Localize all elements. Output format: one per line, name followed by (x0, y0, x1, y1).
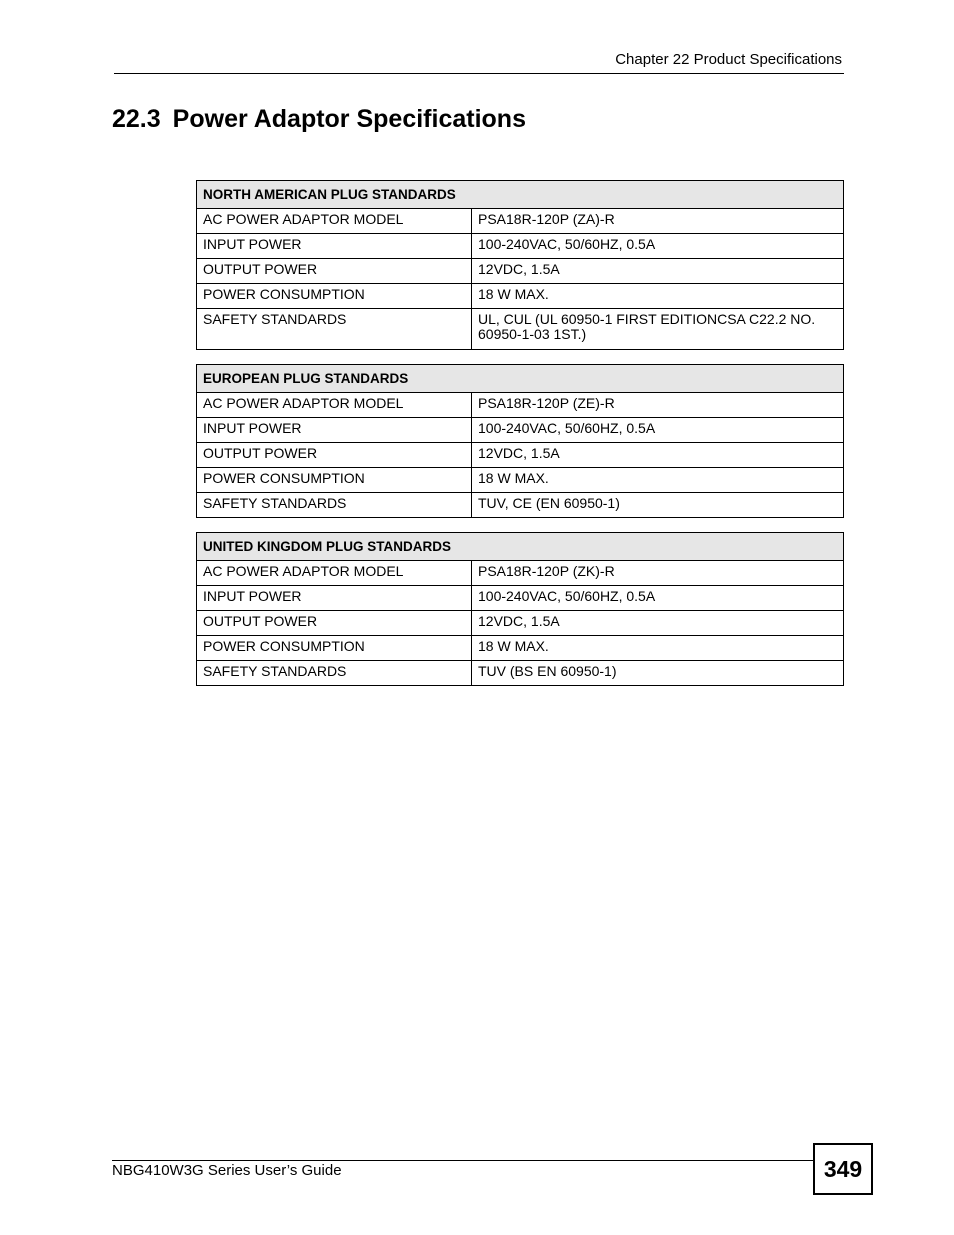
spec-value: PSA18R-120P (ZE)-R (472, 393, 844, 418)
spec-label: AC POWER ADAPTOR MODEL (197, 393, 472, 418)
table-row (197, 393, 844, 418)
spec-value: UL, CUL (UL 60950-1 FIRST EDITIONCSA C22.2 NO. 60950-1-03 1ST.) (472, 309, 844, 350)
table-heading: NORTH AMERICAN PLUG STANDARDS (197, 181, 844, 209)
spec-value: 18 W MAX. (472, 284, 844, 309)
table-heading: EUROPEAN PLUG STANDARDS (197, 365, 844, 393)
spec-label: POWER CONSUMPTION (197, 284, 472, 309)
north-american-spec-table (196, 180, 844, 350)
spec-label: INPUT POWER (197, 586, 472, 611)
spec-label: AC POWER ADAPTOR MODEL (197, 561, 472, 586)
table-row (197, 259, 844, 284)
table-row (197, 661, 844, 686)
spec-label: SAFETY STANDARDS (197, 309, 472, 350)
table-row (197, 636, 844, 661)
table-row (197, 611, 844, 636)
section-title-text: Power Adaptor Specifications (172, 105, 526, 133)
spec-value: 18 W MAX. (472, 468, 844, 493)
united-kingdom-spec-table (196, 532, 844, 686)
spec-value: 12VDC, 1.5A (472, 611, 844, 636)
table-row (197, 561, 844, 586)
running-header: Chapter 22 Product Specifications (615, 51, 842, 68)
spec-label: OUTPUT POWER (197, 259, 472, 284)
table-row (197, 309, 844, 350)
section-title (112, 102, 526, 136)
table-row (197, 284, 844, 309)
table-row (197, 443, 844, 468)
spec-value: TUV (BS EN 60950-1) (472, 661, 844, 686)
spec-label: OUTPUT POWER (197, 443, 472, 468)
spec-value: 100-240VAC, 50/60HZ, 0.5A (472, 586, 844, 611)
spec-value: PSA18R-120P (ZA)-R (472, 209, 844, 234)
spec-label: AC POWER ADAPTOR MODEL (197, 209, 472, 234)
table-heading-row (197, 365, 844, 393)
table-heading-row (197, 533, 844, 561)
page-number: 349 (813, 1143, 873, 1195)
spec-label: POWER CONSUMPTION (197, 636, 472, 661)
spec-value: 100-240VAC, 50/60HZ, 0.5A (472, 234, 844, 259)
table-row (197, 586, 844, 611)
spec-label: SAFETY STANDARDS (197, 661, 472, 686)
spec-value: 18 W MAX. (472, 636, 844, 661)
european-spec-table (196, 364, 844, 518)
footer-guide-title: NBG410W3G Series User’s Guide (112, 1162, 342, 1179)
spec-value: 100-240VAC, 50/60HZ, 0.5A (472, 418, 844, 443)
table-row (197, 493, 844, 518)
spec-value: 12VDC, 1.5A (472, 443, 844, 468)
spec-label: SAFETY STANDARDS (197, 493, 472, 518)
table-row (197, 418, 844, 443)
spec-label: INPUT POWER (197, 234, 472, 259)
spec-label: POWER CONSUMPTION (197, 468, 472, 493)
spec-value: PSA18R-120P (ZK)-R (472, 561, 844, 586)
table-heading: UNITED KINGDOM PLUG STANDARDS (197, 533, 844, 561)
table-row (197, 468, 844, 493)
table-row (197, 209, 844, 234)
section-number: 22.3 (112, 105, 161, 133)
header-rule (114, 73, 844, 74)
table-heading-row (197, 181, 844, 209)
spec-value: TUV, CE (EN 60950-1) (472, 493, 844, 518)
spec-label: OUTPUT POWER (197, 611, 472, 636)
spec-value: 12VDC, 1.5A (472, 259, 844, 284)
table-row (197, 234, 844, 259)
spec-label: INPUT POWER (197, 418, 472, 443)
